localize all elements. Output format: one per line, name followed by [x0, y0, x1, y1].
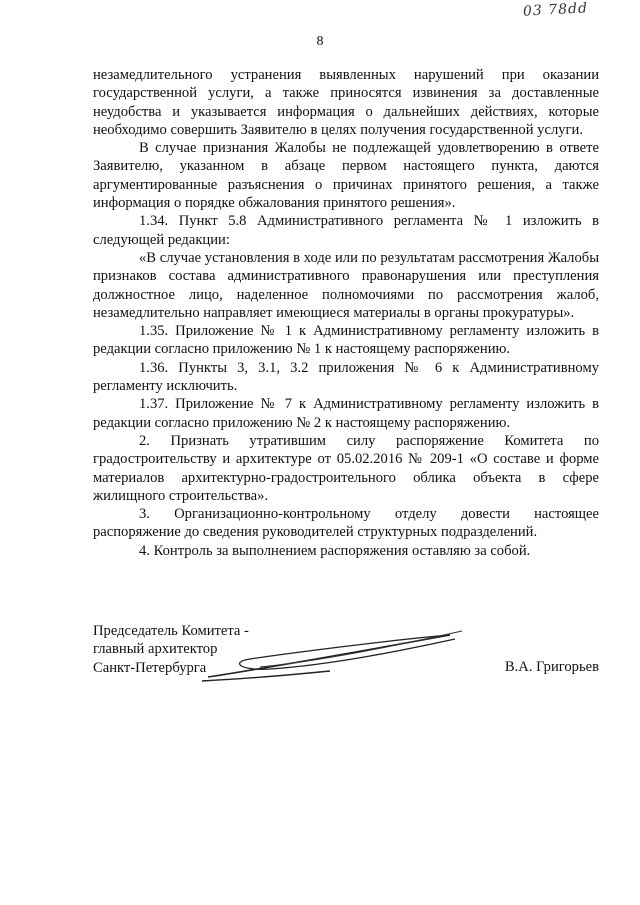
signatory-title-line: Санкт-Петербурга: [93, 659, 207, 676]
paragraph-1-36: 1.36. Пункты 3, 3.1, 3.2 приложения № 6 к Административному регламенту исключить.: [93, 359, 599, 395]
paragraph-continuation: незамедлительного устранения выявленных нарушений при оказании государственной услуги, а также приносятся извинения за доставленные неудобства и указывается информация о дальнейших действиях, которые необходимо совершить Заявителю в целях получения государственной услуги.: [93, 67, 599, 138]
paragraph-3: 3. Организационно-контрольному отделу довести настоящее распоряжение до сведения руководителей структурных подразделений.: [93, 506, 599, 541]
handwritten-registration-mark: 03 78dd: [522, 0, 589, 20]
paragraph-1-37: 1.37. Приложение № 7 к Административному регламенту изложить в редакции согласно приложению № 2 к настоящему распоряжению.: [93, 396, 599, 431]
page-number: 8: [316, 34, 324, 49]
paragraph-quote-5-8: «В случае установления в ходе или по результатам рассмотрения Жалобы признаков состава административного правонарушения или преступления должностное лицо, наделенное полномочиями по рассмотрения жалоб, незамедлительно направляет имеющиеся материалы в органы прокуратуры».: [93, 249, 599, 321]
signatory-title-line: Председатель Комитета -: [93, 623, 249, 639]
handwritten-signature: [200, 625, 470, 685]
document-body: [93, 66, 599, 560]
signatory-title-line: главный архитектор: [93, 641, 218, 658]
paragraph-1-34: 1.34. Пункт 5.8 Административного регламента № 1 изложить в следующей редакции:: [93, 213, 599, 248]
signatory-name: В.А. Григорьев: [504, 659, 599, 675]
paragraph-2: 2. Признать утратившим силу распоряжение Комитета по градостроительству и архитектуре от 05.02.2016 № 209-1 «О составе и форме материалов архитектурно-градостроительного облика объекта в сфере жилищного строительства».: [93, 432, 599, 504]
paragraph-4: 4. Контроль за выполнением распоряжения оставляю за собой.: [139, 542, 531, 559]
paragraph-complaint-rejection: В случае признания Жалобы не подлежащей удовлетворению в ответе Заявителю, указанном в абзаце первом настоящего пункта, даются аргументированные разъяснения о причинах принятого решения, а также информация о порядке обжалования принятого решения».: [93, 140, 599, 212]
paragraph-1-35: 1.35. Приложение № 1 к Административному регламенту изложить в редакции согласно приложению № 1 к настоящему распоряжению.: [93, 323, 599, 358]
